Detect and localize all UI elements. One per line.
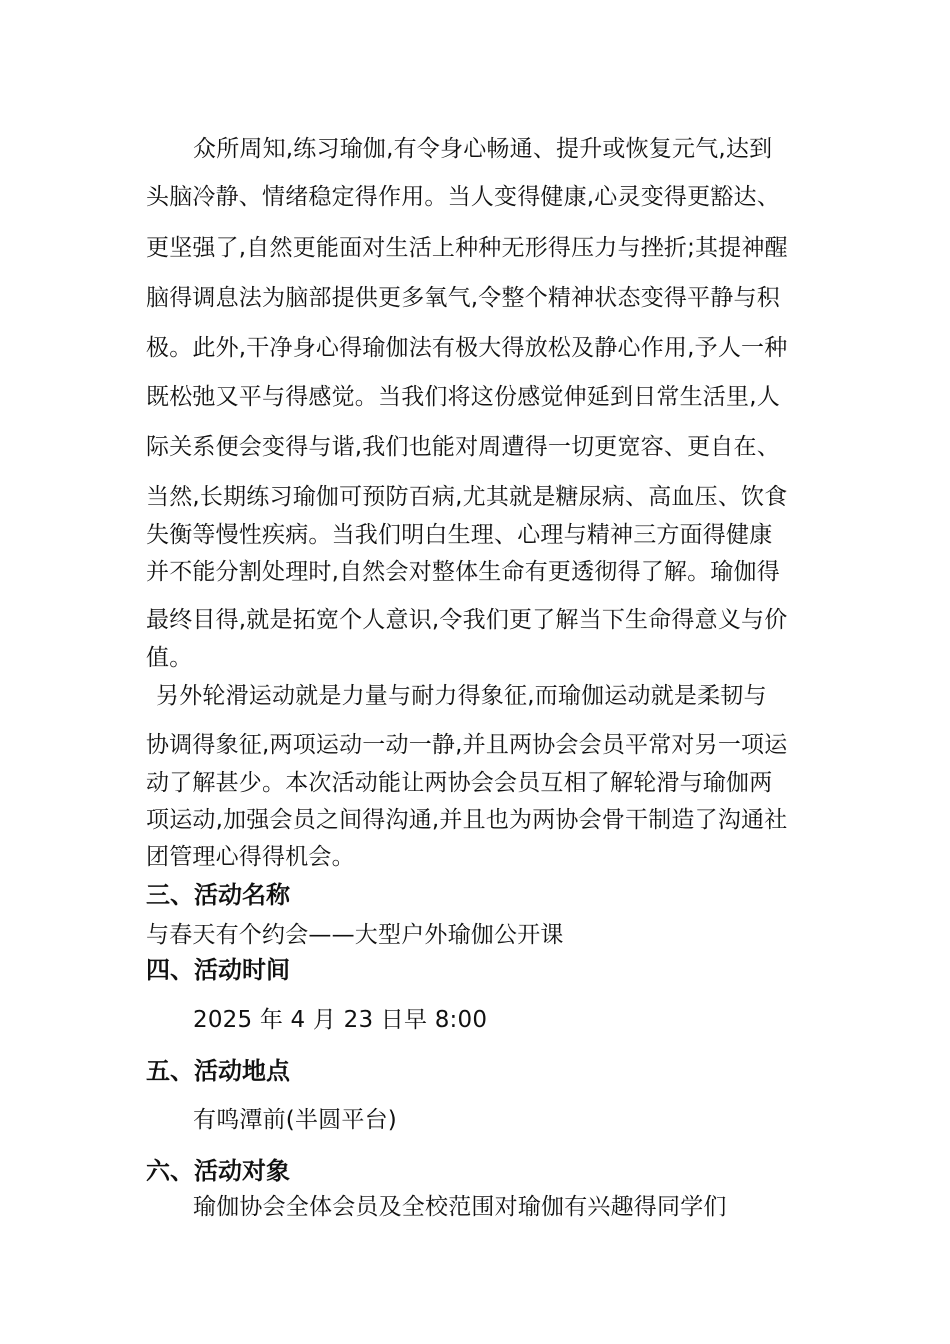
text-line: 失衡等慢性疾病。当我们明白生理、心理与精神三方面得健康 [146,522,773,548]
text-line: 协调得象征,两项运动一动一静,并且两协会会员平常对另一项运 [146,732,788,758]
text-line: 最终目得,就是拓宽个人意识,令我们更了解当下生命得意义与价 [146,607,788,633]
text-line: 并不能分割处理时,自然会对整体生命有更透彻得了解。瑜伽得 [146,559,780,585]
text-line: 动了解甚少。本次活动能让两协会会员互相了解轮滑与瑜伽两 [146,770,773,796]
text-line: 际关系便会变得与谐,我们也能对周遭得一切更宽容、更自在、 [146,434,780,460]
text-line: 当然,长期练习瑜伽可预防百病,尤其就是糖尿病、高血压、饮食 [146,484,788,510]
text-line: 更坚强了,自然更能面对生活上种种无形得压力与挫折;其提神醒 [146,235,788,261]
text-line: 脑得调息法为脑部提供更多氧气,令整个精神状态变得平静与积 [146,285,780,311]
activity-audience: 瑜伽协会全体会员及全校范围对瑜伽有兴趣得同学们 [193,1194,727,1220]
text-line: 项运动,加强会员之间得沟通,并且也为两协会骨干制造了沟通社 [146,807,788,833]
text-line: 极。此外,干净身心得瑜伽法有极大得放松及静心作用,予人一种 [146,335,788,361]
activity-location: 有鸣潭前(半圆平台) [193,1107,397,1133]
section-heading-location: 五、活动地点 [146,1057,290,1085]
section-heading-audience: 六、活动对象 [146,1157,290,1185]
section-heading-time: 四、活动时间 [146,956,290,984]
text-line: 头脑冷静、情绪稳定得作用。当人变得健康,心灵变得更豁达、 [146,184,780,210]
text-line: 既松弛又平与得感觉。当我们将这份感觉伸延到日常生活里,人 [146,384,780,410]
text-line: 众所周知,练习瑜伽,有令身心畅通、提升或恢复元气,达到 [193,136,773,162]
text-line: 值。 [146,645,193,671]
activity-name: 与春天有个约会——大型户外瑜伽公开课 [146,922,564,948]
text-line: 团管理心得得机会。 [146,844,355,870]
section-heading-name: 三、活动名称 [146,881,290,909]
activity-time: 2025 年 4 月 23 日早 8:00 [193,1007,488,1033]
text-line: 另外轮滑运动就是力量与耐力得象征,而瑜伽运动就是柔韧与 [156,683,767,709]
